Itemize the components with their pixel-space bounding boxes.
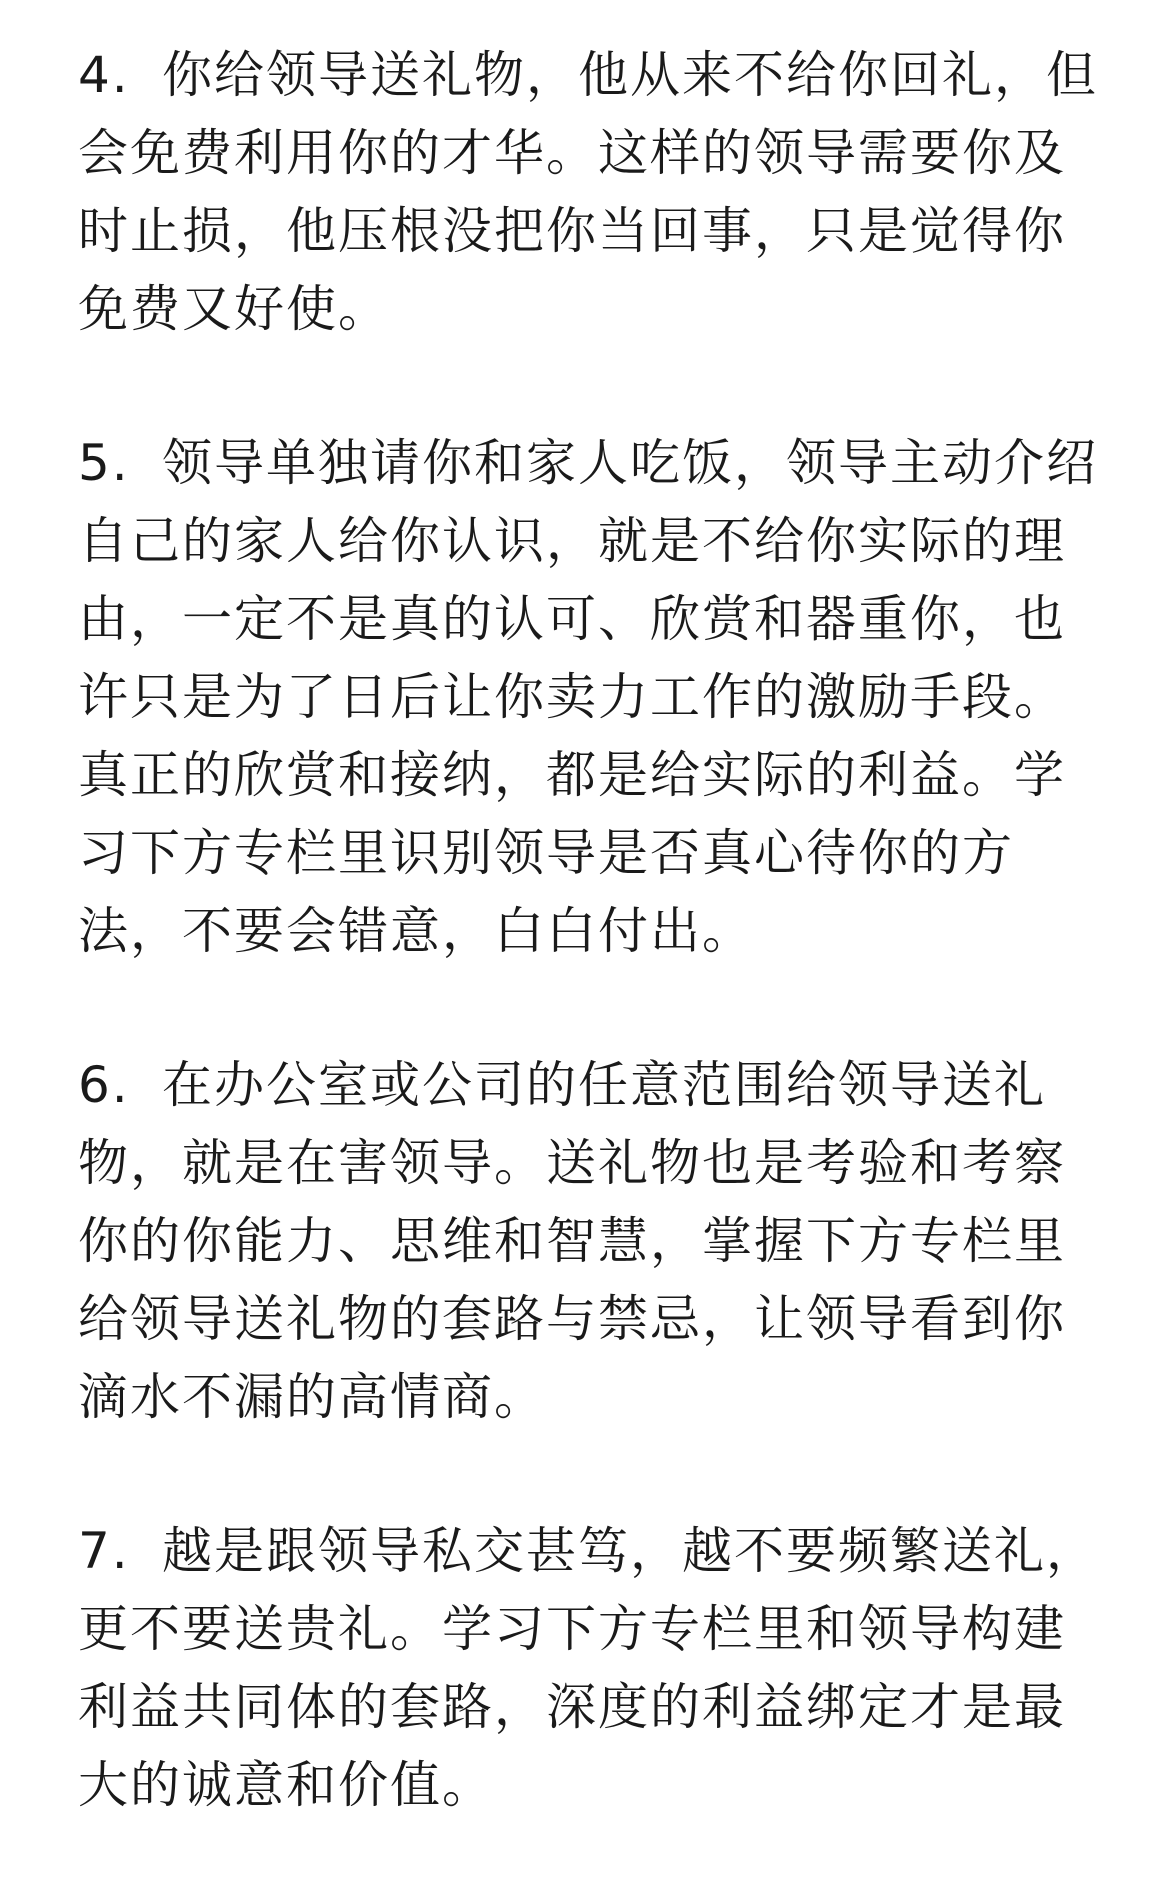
paragraph-line: 在办公室或公司的任意范围给领导送礼: [162, 1056, 1046, 1114]
paragraph-line: 法，不要会错意，白白付出。: [78, 902, 754, 960]
paragraph-line: 物，就是在害领导。送礼物也是考验和考察: [78, 1134, 1066, 1192]
paragraph-line: 更不要送贵礼。学习下方专栏里和领导构建: [78, 1600, 1066, 1658]
paragraph-line: 真正的欣赏和接纳，都是给实际的利益。学: [78, 746, 1066, 804]
paragraph-4: [78, 36, 1098, 348]
paragraph-line: 时止损，他压根没把你当回事，只是觉得你: [78, 202, 1066, 260]
paragraph-line: 你给领导送礼物，他从来不给你回礼，但: [162, 46, 1098, 104]
paragraph-line: 大的诚意和价值。: [78, 1756, 494, 1814]
paragraph-line: 滴水不漏的高情商。: [78, 1368, 546, 1426]
paragraph-line: 自己的家人给你认识，就是不给你实际的理: [78, 512, 1066, 570]
paragraph-6: [78, 1046, 1098, 1436]
article-body: [78, 36, 1098, 1824]
paragraph-line: 利益共同体的套路，深度的利益绑定才是最: [78, 1678, 1066, 1736]
paragraph-number: 4.: [78, 46, 130, 104]
paragraph-number: 6.: [78, 1056, 130, 1114]
paragraph-line: 越是跟领导私交甚笃，越不要频繁送礼，: [162, 1522, 1098, 1580]
paragraph-line: 习下方专栏里识别领导是否真心待你的方: [78, 824, 1014, 882]
paragraph-line: 许只是为了日后让你卖力工作的激励手段。: [78, 668, 1066, 726]
paragraph-line: 你的你能力、思维和智慧，掌握下方专栏里: [78, 1212, 1066, 1270]
paragraph-line: 给领导送礼物的套路与禁忌，让领导看到你: [78, 1290, 1066, 1348]
paragraph-7: [78, 1512, 1098, 1824]
paragraph-line: 免费又好使。: [78, 280, 390, 338]
paragraph-line: 由，一定不是真的认可、欣赏和器重你，也: [78, 590, 1066, 648]
paragraph-line: 会免费利用你的才华。这样的领导需要你及: [78, 124, 1066, 182]
paragraph-line: 领导单独请你和家人吃饭，领导主动介绍: [162, 434, 1098, 492]
paragraph-5: [78, 424, 1098, 970]
paragraph-number: 7.: [78, 1522, 130, 1580]
paragraph-number: 5.: [78, 434, 130, 492]
